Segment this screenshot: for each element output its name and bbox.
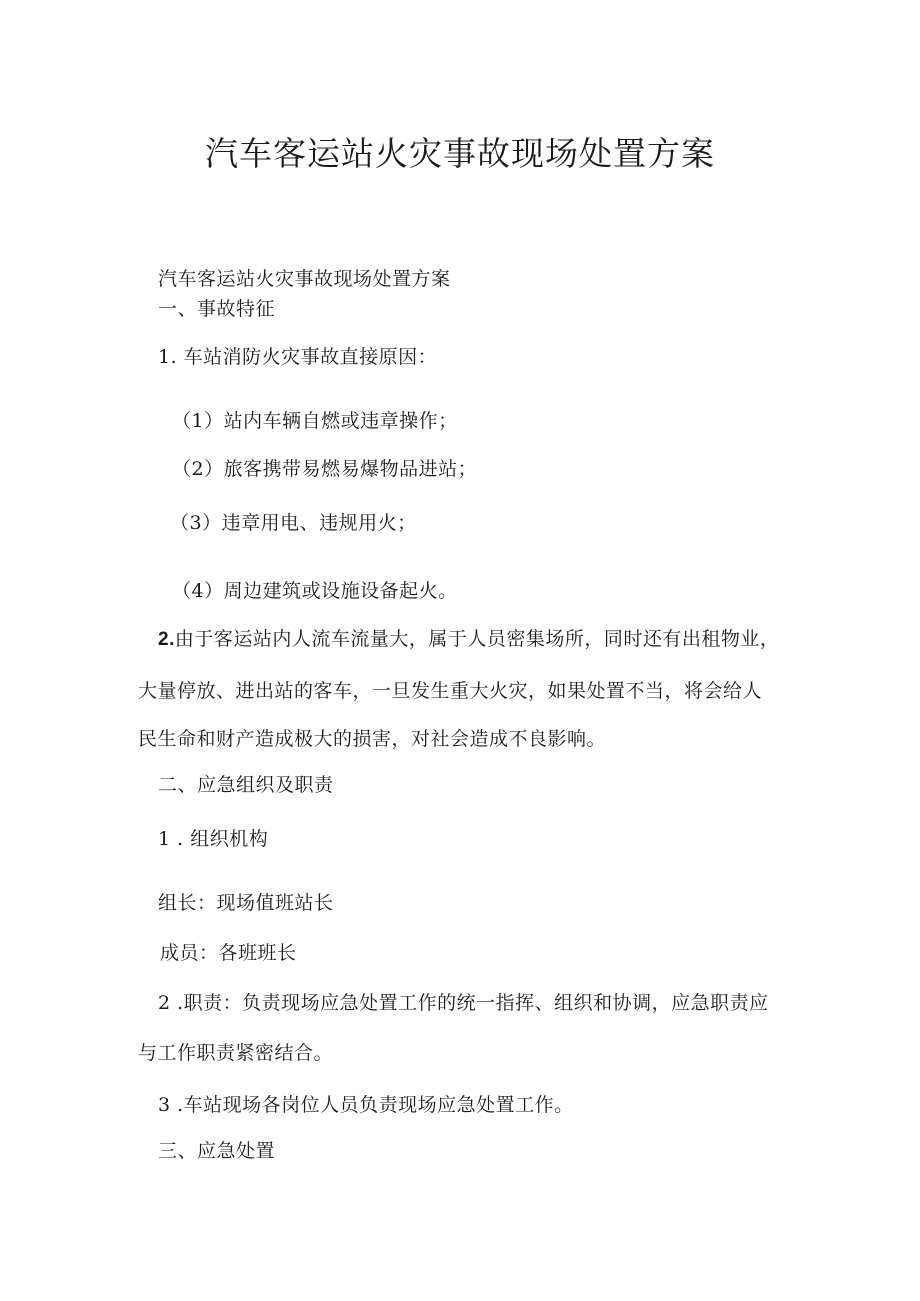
cause-item-2: （2）旅客携带易燃易爆物品进站；	[172, 458, 478, 480]
org-structure: 1 . 组织机构	[158, 828, 269, 850]
cause-intro: 1. 车站消防火灾事故直接原因：	[158, 346, 438, 368]
cause-item-4: （4）周边建筑或设施设备起火。	[172, 580, 458, 602]
duties-line-1: 2 .职责：负责现场应急处置工作的统一指挥、组织和协调，应急职责应	[158, 992, 769, 1014]
paragraph-2-line-2: 大量停放、进出站的客车，一旦发生重大火灾，如果处置不当，将会给人	[138, 680, 763, 702]
section-heading-3: 三、应急处置	[158, 1140, 276, 1162]
cause-item-3: （3）违章用电、违规用火；	[170, 512, 417, 534]
leader-line: 组长：现场值班站长	[158, 892, 334, 914]
paragraph-2-line-1	[158, 626, 779, 653]
paragraph-2-number: 2.	[158, 629, 175, 650]
section-heading-2: 二、应急组织及职责	[158, 774, 334, 796]
cause-item-1: （1）站内车辆自燃或违章操作；	[172, 410, 458, 432]
section-heading-1: 一、事故特征	[158, 298, 276, 320]
paragraph-2-line-3: 民生命和财产造成极大的损害，对社会造成不良影响。	[138, 728, 607, 750]
document-subtitle: 汽车客运站火灾事故现场处置方案	[158, 268, 451, 290]
staff-duty: 3 .车站现场各岗位人员负责现场应急处置工作。	[158, 1094, 574, 1116]
duties-line-2: 与工作职责紧密结合。	[138, 1042, 334, 1064]
paragraph-2-text-1: 由于客运站内人流车流量大，属于人员密集场所，同时还有出租物业，	[174, 628, 780, 650]
document-title: 汽车客运站火灾事故现场处置方案	[205, 134, 715, 173]
members-line: 成员：各班班长	[160, 942, 297, 964]
